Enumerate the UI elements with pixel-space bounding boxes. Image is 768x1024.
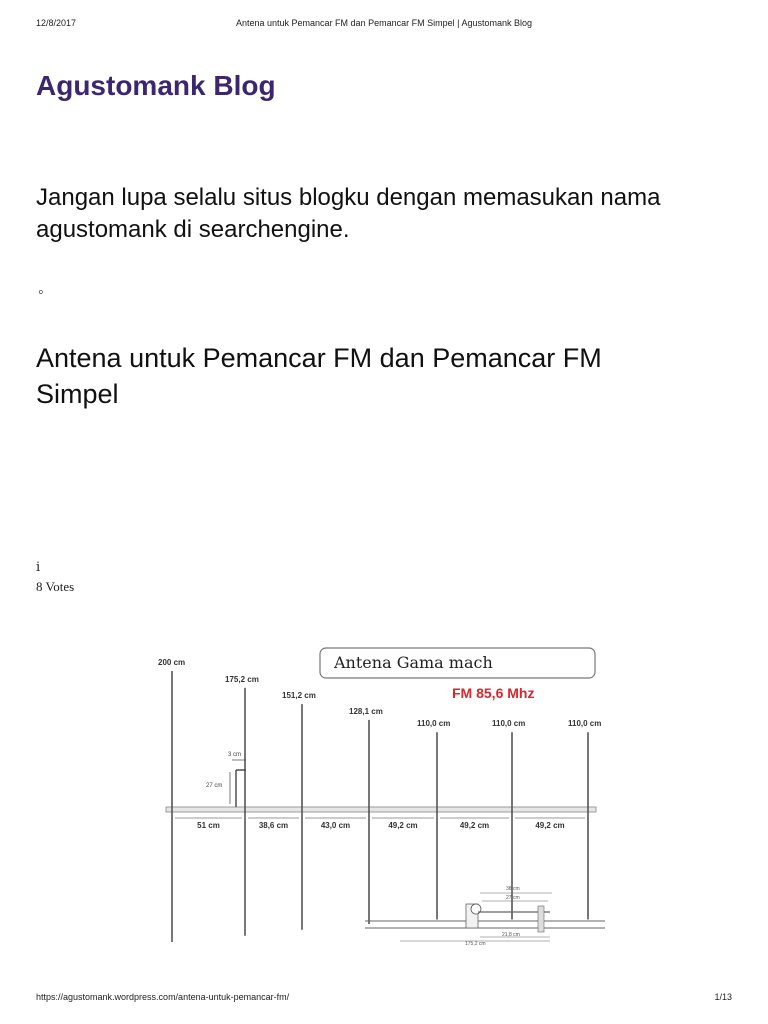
blog-title[interactable]: Agustomank Blog [36,70,276,101]
page-number: 1/13 [714,992,732,1002]
gamma-height-label: 27 cm [206,783,223,789]
print-document-title: Antena untuk Pemancar FM dan Pemancar FM Simpel | Agustomank Blog [236,18,532,28]
detail-label-3: 21,8 cm [502,932,520,938]
post-title[interactable]: Antena untuk Pemancar FM dan Pemancar FM Simpel [36,343,602,409]
print-date: 12/8/2017 [36,18,77,28]
element-length-label-6: 110,0 cm [492,719,526,729]
element-length-label-7: 110,0 cm [568,719,602,729]
spacing-label-4: 49,2 cm [388,821,418,830]
blog-tagline: Jangan lupa selalu situs blogku dengan memasukan nama agustomank di searchengine. [36,184,661,243]
spacing-label-6: 49,2 cm [535,821,565,830]
print-footer [36,992,732,1006]
diagram-frequency: FM 85,6 Mhz [452,685,535,701]
antenna-boom [166,807,596,812]
rating-icon[interactable]: i [36,560,41,575]
element-length-label-3: 151,2 cm [282,691,316,701]
antenna-diagram [140,630,620,950]
detail-label-2: 27 cm [506,895,520,901]
print-header [36,18,732,32]
votes-count: 8 Votes [36,579,75,594]
antenna-diagram-svg [140,630,620,950]
spacing-label-5: 49,2 cm [459,821,490,830]
diagram-title: Antena Gama mach [334,653,493,672]
spacing-label-2: 38,6 cm [258,821,289,830]
detail-label-4: 175,2 cm [465,941,486,947]
element-length-label-1: 200 cm [158,658,186,667]
element-length-label-2: 175,2 cm [225,674,259,684]
element-length-label-4: 128,1 cm [349,706,383,716]
list-bullet-marker: ◦ [38,284,44,301]
detail-label-1: 38 cm [506,886,520,892]
spacing-label-1: 51 cm [197,821,220,830]
gamma-width-label: 3 cm [228,752,242,758]
element-length-label-5: 110,0 cm [417,719,451,729]
spacing-label-3: 43,0 cm [320,821,351,830]
print-url[interactable]: https://agustomank.wordpress.com/antena-untuk-pemancar-fm/ [36,992,290,1002]
